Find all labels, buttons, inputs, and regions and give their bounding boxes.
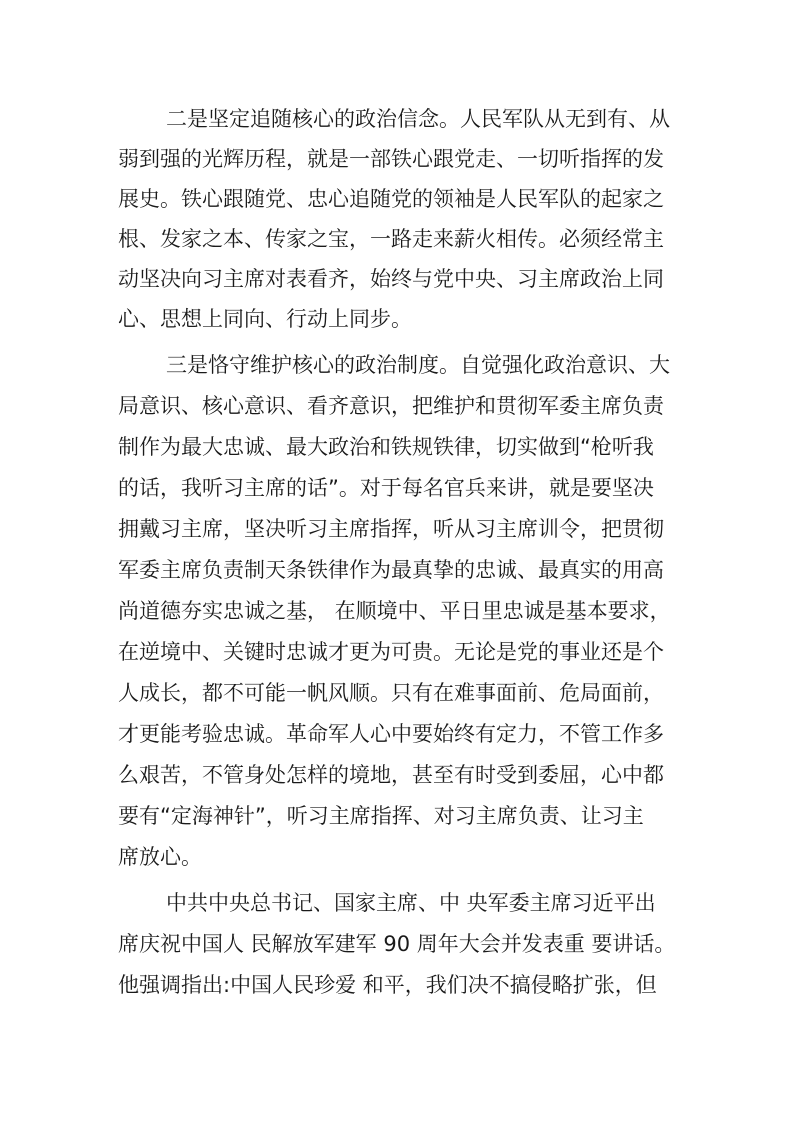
paragraph-1-line-6: 心、思想上同向、行动上同步。 xyxy=(118,307,412,331)
paragraph-3-line-1: 中共中央总书记、国家主席、中 央军委主席习近平出 xyxy=(166,891,656,915)
paragraph-2-line-1: 三是恪守维护核心的政治制度。自觉强化政治意识、大 xyxy=(166,353,670,377)
paragraph-3-line-3: 他强调指出:中国人民珍爱 和平，我们决不搞侵略扩张，但 xyxy=(118,973,657,997)
paragraph-2-line-7: 尚道德夯实忠诚之基， 在顺境中、平日里忠诚是基本要求， xyxy=(118,599,671,623)
paragraph-2-line-9: 人成长，都不可能一帆风顺。只有在难事面前、危局面前， xyxy=(118,681,664,705)
paragraph-2-line-2: 局意识、核心意识、看齐意识，把维护和贯彻军委主席负责 xyxy=(118,394,664,418)
paragraph-2-line-3: 制作为最大忠诚、最大政治和铁规铁律，切实做到“枪听我 xyxy=(118,435,654,459)
paragraph-1-line-2: 弱到强的光辉历程，就是一部铁心跟党走、一切听指挥的发 xyxy=(118,147,664,171)
paragraph-2-line-10: 才更能考验忠诚。革命军人心中要始终有定力，不管工作多 xyxy=(118,722,664,746)
paragraph-2-line-6: 军委主席负责制天条铁律作为最真挚的忠诚、最真实的用高 xyxy=(118,558,664,582)
paragraph-1-line-3: 展史。铁心跟随党、忠心追随党的领袖是人民军队的起家之 xyxy=(118,187,664,211)
paragraph-3-line-2: 席庆祝中国人 民解放军建军 90 周年大会并发表重 要讲话。 xyxy=(118,932,676,956)
paragraph-1-line-4: 根、发家之本、传家之宝，一路走来薪火相传。必须经常主 xyxy=(118,227,664,251)
paragraph-2-line-8: 在逆境中、关键时忠诚才更为可贵。无论是党的事业还是个 xyxy=(118,640,664,664)
paragraph-2-line-11: 么艰苦，不管身处怎样的境地，甚至有时受到委屈，心中都 xyxy=(118,763,664,787)
paragraph-1-line-5: 动坚决向习主席对表看齐，始终与党中央、习主席政治上同 xyxy=(118,267,664,291)
paragraph-1-line-1: 二是坚定追随核心的政治信念。人民军队从无到有、从 xyxy=(166,107,670,131)
paragraph-2-line-5: 拥戴习主席，坚决听习主席指挥，听从习主席训令，把贯彻 xyxy=(118,517,664,541)
paragraph-2-line-12: 要有“定海神针”，听习主席指挥、对习主席负责、让习主 xyxy=(118,804,644,828)
paragraph-2-line-13: 席放心。 xyxy=(118,845,202,869)
paragraph-2-line-4: 的话，我听习主席的话”。对于每名官兵来讲，就是要坚决 xyxy=(118,476,654,500)
